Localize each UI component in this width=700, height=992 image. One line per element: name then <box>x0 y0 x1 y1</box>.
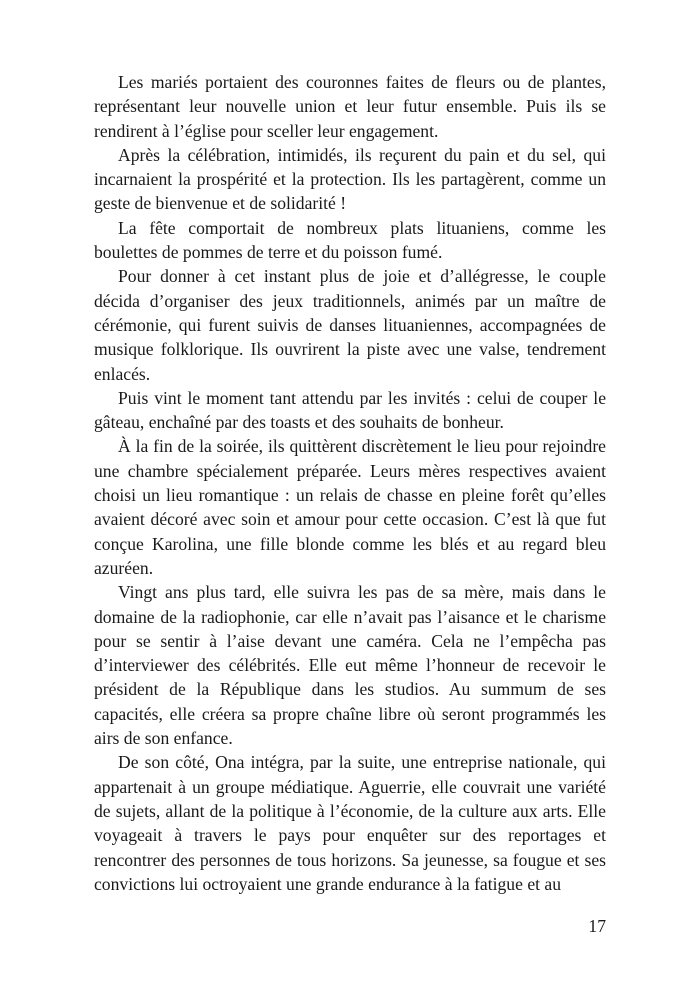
page-number: 17 <box>588 916 606 936</box>
paragraph: Vingt ans plus tard, elle suivra les pas de sa mère, mais dans le domaine de la radiophonie, car elle n’avait pas l’aisance et le charisme pour se sentir à l’aise devant une caméra. Cela ne l’empêcha pas d’interviewer des célébrités. Elle eut même l’honneur de recevoir le président de la République dans les studios. Au summum de ses capacités, elle créera sa propre chaîne libre où seront programmés les airs de son enfance. <box>94 582 606 749</box>
paragraph: Les mariés portaient des couronnes faites de fleurs ou de plantes, représentant leur nouvelle union et leur futur ensemble. Puis ils se rendirent à l’église pour sceller leur engagement. <box>94 72 606 141</box>
paragraph: Pour donner à cet instant plus de joie et d’allégresse, le couple décida d’organiser des jeux traditionnels, animés par un maître de cérémonie, qui furent suivis de danses lituaniennes, accompagnées de musique folklorique. Ils ouvrirent la piste avec une valse, tendrement enlacés. <box>94 266 606 384</box>
paragraph: De son côté, Ona intégra, par la suite, une entreprise nationale, qui appartenait à un groupe médiatique. Aguerrie, elle couvrait une variété de sujets, allant de la politique à l’économie, de la culture aux arts. Elle voyageait à travers le pays pour enquêter sur des reportages et rencontrer des personnes de tous horizons. Sa jeunesse, sa fougue et ses convictions lui octroyaient une grande endurance à la fatigue et au <box>94 752 606 894</box>
paragraph: Après la célébration, intimidés, ils reçurent du pain et du sel, qui incarnaient la prospérité et la protection. Ils les partagèrent, comme un geste de bienvenue et de solidarité ! <box>94 144 606 214</box>
paragraph: Puis vint le moment tant attendu par les invités : celui de couper le gâteau, enchaîné par des toasts et des souhaits de bonheur. <box>94 387 606 433</box>
paragraph: La fête comportait de nombreux plats lituaniens, comme les boulettes de pommes de terre et du poisson fumé. <box>94 217 606 263</box>
paragraph: À la fin de la soirée, ils quittèrent discrètement le lieu pour rejoindre une chambre spécialement préparée. Leurs mères respectives avaient choisi un lieu romantique : un relais de chasse en pleine forêt qu’elles avaient décoré avec soin et amour pour cette occasion. C’est là que fut conçue Karolina, une fille blonde comme les blés et au regard bleu azuréen. <box>94 436 606 578</box>
page-body <box>94 70 606 896</box>
